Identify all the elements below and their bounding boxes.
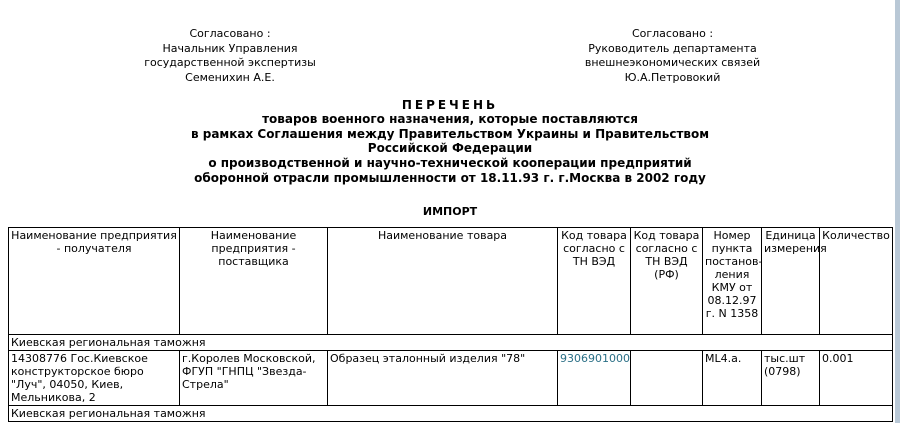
cell-code-ru <box>631 351 703 406</box>
cell-product: Образец эталонный изделия "78" <box>328 351 558 406</box>
header-quantity: Количество <box>820 228 893 335</box>
header-code-ua: Код товара согласно с ТН ВЭД <box>558 228 631 335</box>
cell-supplier: г.Королев Московской, ФГУП "ГНПЦ "Звезда-Стрела" <box>180 351 328 406</box>
approval-right-position-1: Руководитель департамента <box>588 41 757 55</box>
approval-right-name: Ю.А.Петровокий <box>624 70 721 84</box>
approval-left-position-1: Начальник Управления <box>162 41 298 55</box>
approval-right <box>570 27 775 85</box>
table-row <box>9 351 893 406</box>
header-product: Наименование товара <box>328 228 558 335</box>
approvals-block <box>0 27 900 87</box>
title-line: о производственной и научно-технической кооперации предприятий <box>208 156 692 171</box>
header-code-ru: Код товара согласно с ТН ВЭД (РФ) <box>631 228 703 335</box>
approval-right-label: Согласовано : <box>631 27 714 40</box>
header-supplier: Наименование предприятия - поставщика <box>180 228 328 335</box>
title-line: оборонной отрасли промышленности от 18.11.93 г. г.Москва в 2002 году <box>194 170 706 185</box>
code-link[interactable]: 9306901000 <box>560 352 630 365</box>
title-line: Российской Федерации <box>367 141 533 156</box>
approval-left-name: Семенихин А.Е. <box>185 70 275 84</box>
document-title <box>0 98 900 186</box>
header-unit: Единица измерения <box>762 228 820 335</box>
header-recipient: Наименование предприятия - получателя <box>9 228 180 335</box>
section-title: ИМПОРТ <box>422 205 478 218</box>
title-line: товаров военного назначения, которые поставляются <box>262 112 638 126</box>
cell-kmu-item: ML4.a. <box>703 351 762 406</box>
window-edge <box>895 0 900 423</box>
cell-recipient: 14308776 Гос.Киевское конструкторское бюро "Луч", 04050, Киев, Мельникова, 2 <box>9 351 180 406</box>
title-line: в рамках Соглашения между Правительством Украины и Правительством <box>190 126 710 141</box>
approval-left-label: Согласовано : <box>189 27 271 40</box>
approval-right-position-2: внешнеэкономических связей <box>584 56 761 69</box>
approval-left-position-2: государственной экспертизы <box>144 56 316 69</box>
approval-left <box>130 27 330 85</box>
goods-table <box>8 227 893 422</box>
table-header-row <box>9 228 893 335</box>
table-row-region <box>9 335 893 351</box>
header-kmu-item: Номер пункта постанов-ления КМУ от 08.12.97 г. N 1358 <box>703 228 762 335</box>
cell-quantity: 0.001 <box>820 351 893 406</box>
cell-code-ua[interactable] <box>558 351 631 406</box>
region-label: Киевская региональная таможня <box>9 406 893 422</box>
table-row-region <box>9 406 893 422</box>
region-label: Киевская региональная таможня <box>9 335 893 351</box>
title-text <box>170 112 730 186</box>
title-heading: ПЕРЕЧЕНЬ <box>401 98 499 112</box>
cell-unit: тыс.шт (0798) <box>762 351 820 406</box>
